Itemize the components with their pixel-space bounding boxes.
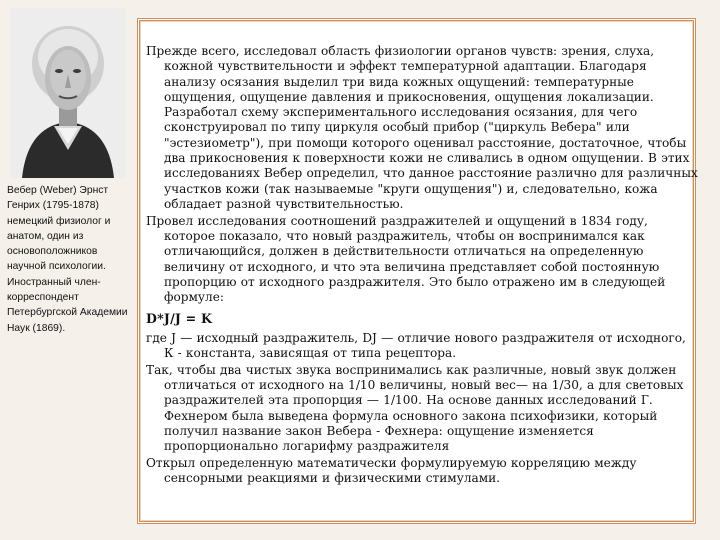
weber-formula: D*J/J = K [146, 311, 213, 327]
paragraph-formula-definition: где J — исходный раздражитель, DJ — отличие нового раздражителя от исходного, К - константа, зависящая от типа рецептора. [146, 330, 686, 361]
paragraph-examples: Так, чтобы два чистых звука воспринимались как различные, новый звук должен отличаться от исходного на 1/10 величины, новый вес— на 1/30, а для световых раздражителей эта пропорция — 1/100. На основе данных исследований Г. Фехнером была выведена формула основного закона психофизики, который получил название закон Вебера - Фехнера: ощущение изменяется пропорционально логарифму раздражителя [146, 362, 684, 454]
paragraph-research: Провел исследования соотношений раздражителей и ощущений в 1834 году, которое показало, что новый раздражитель, чтобы он воспринимался как отличающийся, должен в действительности отличаться на определенную величину от исходного, и что эта величина представляет собой постоянную пропорцию от исходного раздражителя. Это было отражено им в следующей формуле: [146, 213, 666, 305]
portrait-drawing [10, 8, 126, 178]
portrait-image [10, 8, 126, 178]
portrait-caption: Вебер (Weber) Эрнст Генрих (1795-1878) немецкий физиолог и анатом, один из основоположников научной психологии. Иностранный член-корреспондент Петербургской Академии Наук (1869). [7, 185, 128, 334]
paragraph-physiology: Прежде всего, исследовал область физиологии органов чувств: зрения, слуха, кожной чувствительности и эффект температурной адаптации. Благодаря анализу осязания выделил три вида кожных ощущений: температурные ощущения, ощущение давления и прикосновения, ощущения локализации. Разработал схему экспериментального исследования осязания, для чего сконструировал по типу циркуля особый прибор ("циркуль Вебера" или "эстезиометр"), при помощи которого оценивал расстояние, достаточное, чтобы два прикосновения к поверхности кожи не сливались в одном ощущении. В этих исследованиях Вебер определил, что данное расстояние различно для различных участков кожи (так называемые "круги ощущения") и, следовательно, кожа обладает разной чувствительностью. [146, 44, 698, 211]
main-text [146, 44, 698, 488]
paragraph-correlation: Открыл определенную математически формулируемую корреляцию между сенсорными реакциями и физическими стимулами. [146, 455, 637, 486]
